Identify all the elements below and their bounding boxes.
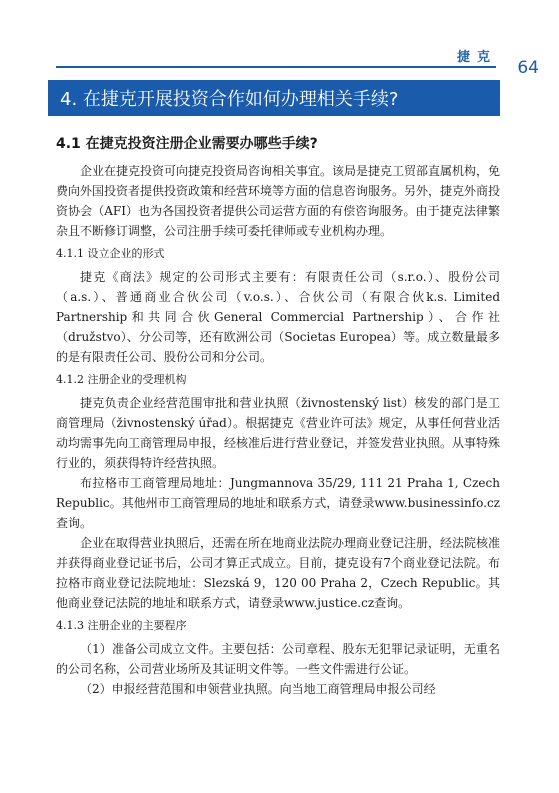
intro-paragraph: 企业在捷克投资可向捷克投资局咨询相关事宜。该局是捷克工贸部直属机构，免费向外国投资者提供投资政策和经营环境等方面的信息咨询服务。另外，捷克外商投资协会（AFI）也为各国投资者提供公司运营方面的有偿咨询服务。由于捷克法律繁杂且不断修订调整，公司注册手续可委托律师或专业机构办理。 bbox=[56, 164, 501, 238]
commercial-court-paragraph: 企业在取得营业执照后，还需在所在地商业法院办理商业登记注册，经法院核准并获得商业登记证书后，公司才算正式成立。目前，捷克设有7个商业登记法院。布拉格市商业登记法院地址：Slezská 9，120 00 Praha 2，Czech Republic。其他商业登记法院的地址和联系方式，请登录www.justice.cz查询。 bbox=[56, 536, 501, 610]
chapter-title-bar bbox=[48, 80, 500, 116]
procedure-step-1: （1）准备公司成立文件。主要包括：公司章程、股东无犯罪记录证明，无重名的公司名称，公司营业场所及其证明文件等。一些文件需进行公证。 bbox=[56, 642, 500, 676]
page-body bbox=[56, 161, 500, 699]
page-number: 64 bbox=[517, 58, 539, 78]
enterprise-forms-paragraph: 捷克《商法》规定的公司形式主要有：有限责任公司（s.r.o.）、股份公司（a.s.）、普通商业合伙公司（v.o.s.）、合伙公司（有限合伙k.s. Limited Partnership和共同合伙General Commercial Partnership）、合作社（družstvo）、分公司等，还有欧洲公司（Societas Europea）等。成立数量最多的是有限责任公司、股份公司和分公司。 bbox=[56, 270, 500, 364]
chapter-title: 4. 在捷克开展投资合作如何办理相关手续? bbox=[60, 89, 399, 110]
header-divider bbox=[56, 66, 496, 68]
procedure-step-2: （2）申报经营范围和申领营业执照。向当地工商管理局申报公司经 bbox=[80, 682, 436, 696]
subsection-title-4-1-2: 4.1.2 注册企业的受理机构 bbox=[56, 373, 187, 386]
registration-authority-paragraph: 捷克负责企业经营范围审批和营业执照（živnostenský list）核发的部门是工商管理局（živnostenský úřad）。根据捷克《营业许可法》规定，从事任何营业活动均需事先向工商管理局申报，经核准后进行营业登记，并签发营业执照。从事特殊行业的，须获得特许经营执照。 bbox=[56, 396, 501, 470]
section-title: 4.1 在捷克投资注册企业需要办哪些手续? bbox=[56, 136, 318, 152]
header-country-label: 捷克 bbox=[456, 50, 497, 65]
subsection-title-4-1-1: 4.1.1 设立企业的形式 bbox=[56, 247, 165, 260]
subsection-title-4-1-3: 4.1.3 注册企业的主要程序 bbox=[56, 619, 187, 632]
prague-trade-office-paragraph: 布拉格市工商管理局地址：Jungmannova 35/29, 111 21 Praha 1, Czech Republic。其他州市工商管理局的地址和联系方式，请登录www.businessinfo.cz查询。 bbox=[56, 476, 500, 530]
